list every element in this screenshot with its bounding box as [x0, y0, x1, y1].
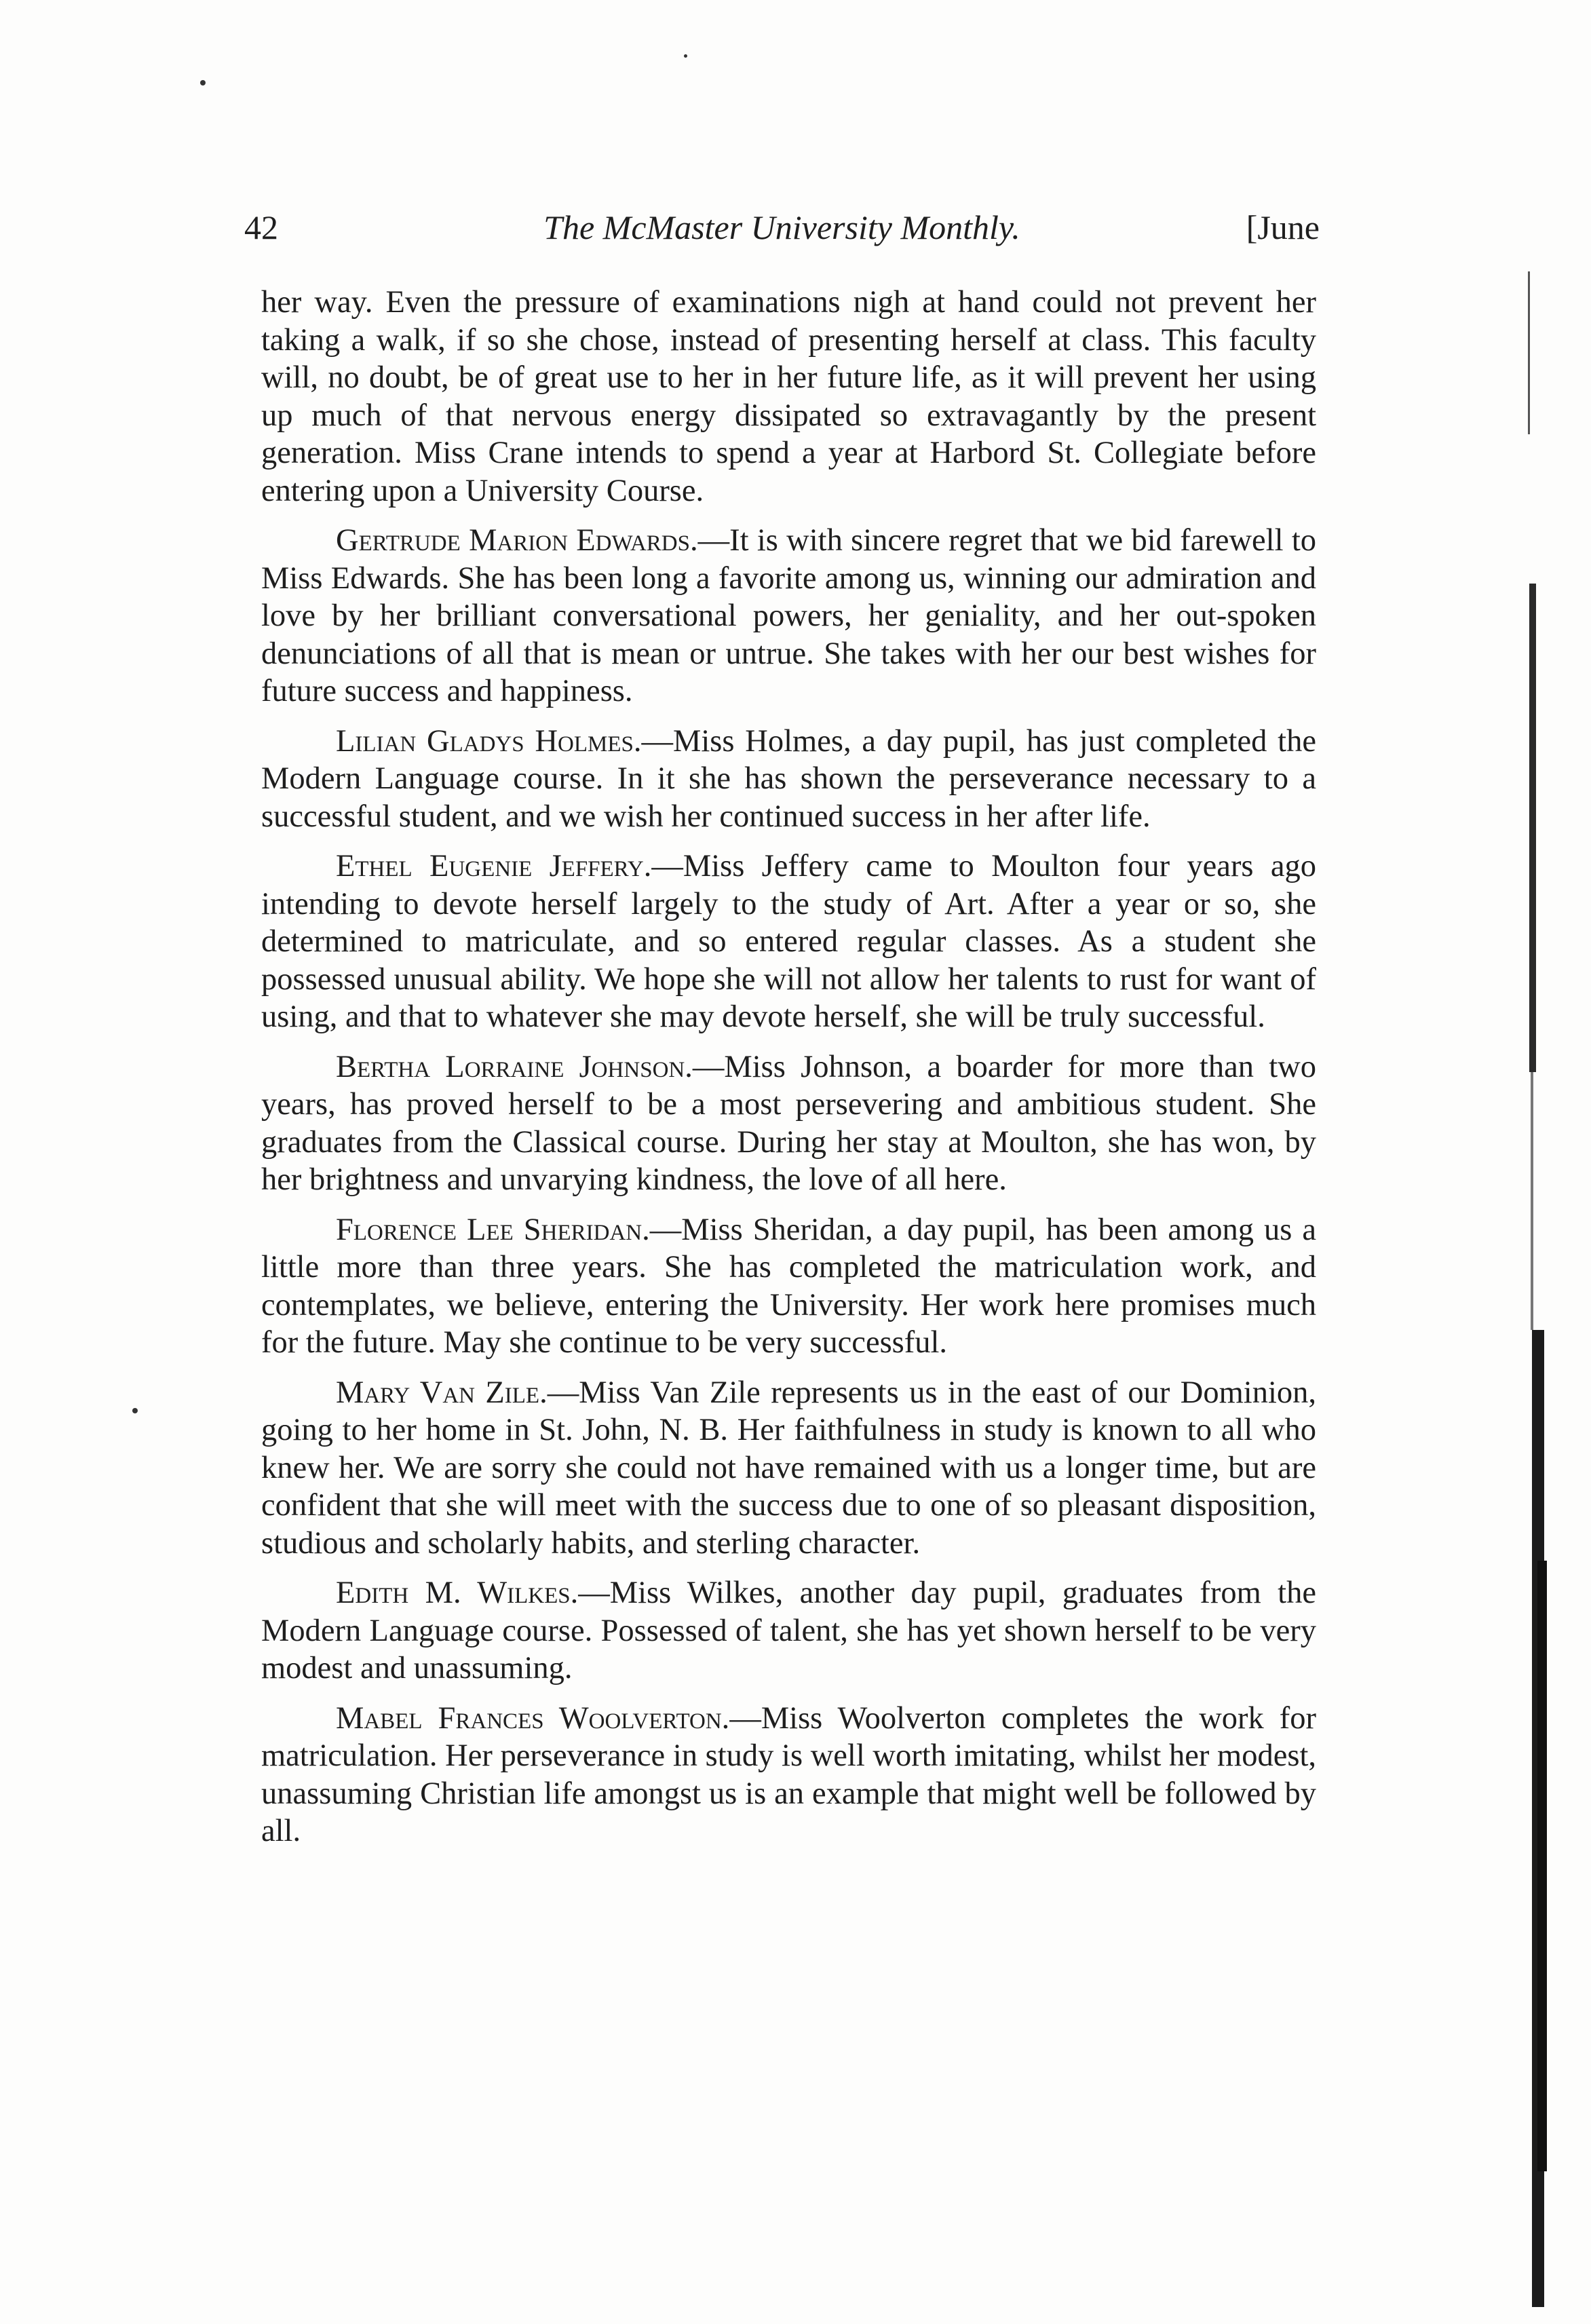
paragraph-text: her way. Even the pressure of examinations nigh at hand could not prevent her taking a walk, if so she chose, instead of presenting herself at class. This faculty will, no doubt, be of great use to her in her future life, as it will prevent her using up much of that nervous energy dissipated so extravagantly by the present generation. Miss Crane intends to spend a year at Harbord St. Collegiate before entering upon a University Course. [261, 285, 1316, 508]
graduate-text: —It is with sincere regret that we bid farewell to Miss Edwards. She has been long a favorite among us, winning our admiration and love by her brilliant conversational powers, her geniality, and her out-spoken denunciations of all that is mean or untrue. She takes with her our best wishes for future success and happiness. [261, 523, 1317, 708]
graduate-entry [261, 1700, 1316, 1850]
graduate-name: Edith M. Wilkes. [336, 1576, 579, 1610]
scan-speck [132, 1408, 138, 1413]
running-header [244, 200, 1320, 254]
graduate-name: Mary Van Zile. [336, 1375, 548, 1410]
binding-shadow [1520, 271, 1560, 2307]
graduate-name: Ethel Eugenie Jeffery. [336, 849, 652, 883]
binding-shadow-segment [1528, 271, 1530, 434]
page-number: 42 [244, 208, 278, 246]
graduate-entry [261, 1211, 1316, 1362]
binding-shadow-segment [1531, 1072, 1533, 1330]
journal-title: The McMaster University Monthly. [543, 208, 1020, 246]
graduate-name: Gertrude Marion Edwards. [336, 523, 698, 558]
graduate-text: —Miss Jeffery came to Moulton four years ago intending to devote herself largely to the study of Art. After a year or so, she determined to matriculate, and so entered regular classes. As a student she possessed unusual ability. We hope she will not allow her talents to rust for want of using, and that to whatever she may devote herself, she will be truly successful. [261, 849, 1316, 1034]
issue-month: [June [1246, 208, 1320, 246]
scan-speck [684, 54, 687, 58]
scan-speck [200, 80, 206, 85]
graduate-text: —Miss Sheridan, a day pupil, has been among us a little more than three years. She has completed the matriculation work, and contemplates, we believe, entering the University. Her work here promises much for the future. May she continue to be very successful. [261, 1212, 1316, 1360]
graduate-entry [261, 1048, 1316, 1199]
graduate-entry [261, 1574, 1316, 1688]
binding-shadow-segment [1529, 584, 1536, 1072]
graduate-entry [261, 1374, 1316, 1563]
graduate-text: —Miss Johnson, a boarder for more than two years, has proved herself to be a most persevering and ambitious student. She graduates from the Classical course. During her stay at Moulton, she has won, by her brightness and unvarying kindness, the love of all here. [261, 1049, 1317, 1197]
graduate-name: Florence Lee Sheridan. [336, 1212, 650, 1247]
binding-shadow-segment [1537, 1561, 1547, 2171]
article-body [261, 284, 1316, 1863]
graduate-text: —Miss Holmes, a day pupil, has just completed the Modern Language course. In it she has shown the perseverance necessary to a successful student, and we wish her continued success in her after life. [261, 723, 1316, 834]
graduate-name: Mabel Frances Woolverton. [336, 1700, 730, 1736]
graduate-entry [261, 723, 1316, 836]
graduate-entry [261, 847, 1316, 1036]
graduate-text: —Miss Van Zile represents us in the east of our Dominion, going to her home in St. John, N. B. Her faithfulness in study is known to all who knew her. We are sorry she could not have remained with us a longer time, but are confident that she will meet with the success due to one of so pleasant disposition, studious and scholarly habits, and sterling character. [261, 1375, 1316, 1561]
graduate-entry [261, 522, 1316, 710]
paragraph-continuation [261, 284, 1316, 510]
graduate-name: Bertha Lorraine Johnson. [336, 1049, 693, 1084]
graduate-text: —Miss Wilkes, another day pupil, graduates from the Modern Language course. Possessed of talent, she has yet shown herself to be very modest and unassuming. [261, 1576, 1316, 1685]
graduate-name: Lilian Gladys Holmes. [336, 723, 642, 759]
graduate-text: —Miss Woolverton completes the work for matriculation. Her perseverance in study is well worth imitating, whilst her modest, unassuming Christian life amongst us is an example that might well be followed by all. [261, 1700, 1316, 1848]
